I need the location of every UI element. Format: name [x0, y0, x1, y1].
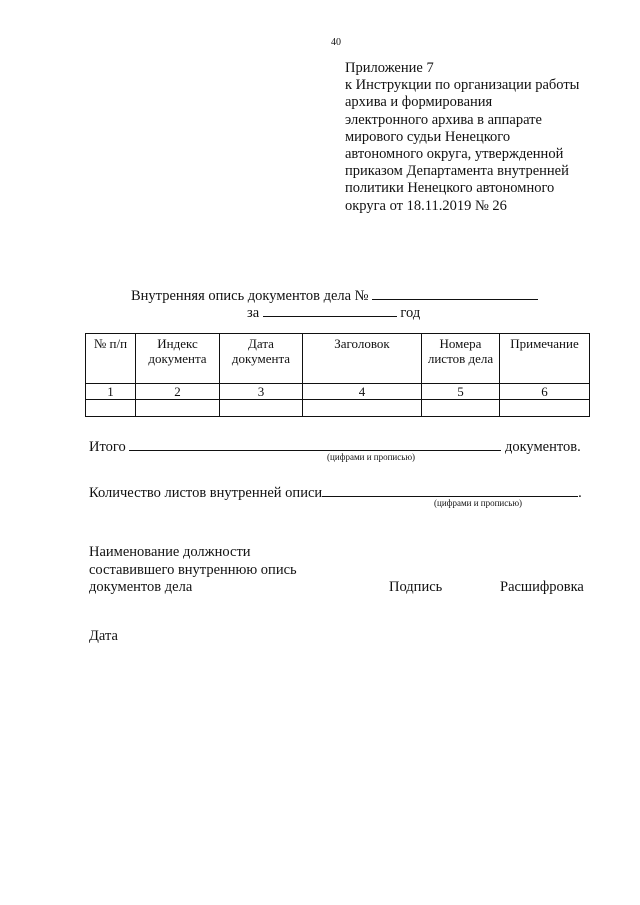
position-line: документов дела [89, 579, 193, 595]
appendix-line: политики Ненецкого автономного [345, 180, 555, 197]
sheets-label: Количество листов внутренней описи [89, 485, 323, 501]
col-header-number: № п/п [86, 334, 136, 384]
appendix-line: округа от 18.11.2019 № 26 [345, 197, 507, 214]
decoding-label: Расшифровка [500, 579, 584, 595]
sheets-hint: (цифрами и прописью) [434, 498, 523, 508]
column-number-row [86, 384, 590, 400]
total-prefix: Итого [89, 439, 126, 455]
inventory-table [85, 333, 590, 417]
empty-cell [422, 400, 500, 417]
appendix-line: архива и формирования [345, 94, 493, 111]
title-year-line [247, 302, 420, 322]
column-number: 6 [500, 384, 590, 400]
col-header-date: Дата документа [220, 334, 303, 384]
column-number: 1 [86, 384, 136, 400]
table-row [86, 400, 590, 417]
empty-cell [303, 400, 422, 417]
appendix-line: электронного архива в аппарате [345, 111, 542, 128]
sheets-end: . [578, 485, 582, 501]
year-prefix: за [247, 305, 260, 321]
appendix-line: мирового судьи Ненецкого [345, 128, 511, 145]
sheets-blank [322, 482, 578, 497]
table-header-row [86, 334, 590, 384]
appendix-line: Приложение 7 [345, 60, 434, 76]
empty-cell [220, 400, 303, 417]
empty-cell [86, 400, 136, 417]
appendix-line: приказом Департамента внутренней [345, 163, 569, 180]
position-label [89, 544, 297, 597]
page-number: 40 [331, 37, 341, 48]
year-blank [263, 302, 397, 317]
col-header-title: Заголовок [303, 334, 422, 384]
total-blank [129, 436, 501, 451]
total-suffix: документов. [504, 439, 581, 455]
total-hint: (цифрами и прописью) [327, 452, 416, 462]
col-header-note: Примечание [500, 334, 590, 384]
column-number: 4 [303, 384, 422, 400]
col-header-sheets: Номера листов дела [422, 334, 500, 384]
empty-cell [500, 400, 590, 417]
case-number-blank [372, 285, 538, 300]
column-number: 5 [422, 384, 500, 400]
appendix-header [345, 60, 579, 215]
column-number: 3 [220, 384, 303, 400]
position-line: составившего внутреннюю опись [89, 561, 297, 578]
appendix-line: к Инструкции по организации работы [345, 77, 580, 94]
date-label: Дата [89, 628, 118, 644]
col-header-index: Индекс документа [136, 334, 220, 384]
year-suffix: год [400, 305, 421, 321]
position-line: Наименование должности [89, 544, 251, 560]
title-text: Внутренняя опись документов дела № [131, 288, 369, 304]
appendix-line: автономного округа, утвержденной [345, 146, 564, 163]
empty-cell [136, 400, 220, 417]
column-number: 2 [136, 384, 220, 400]
signature-label: Подпись [389, 579, 443, 595]
